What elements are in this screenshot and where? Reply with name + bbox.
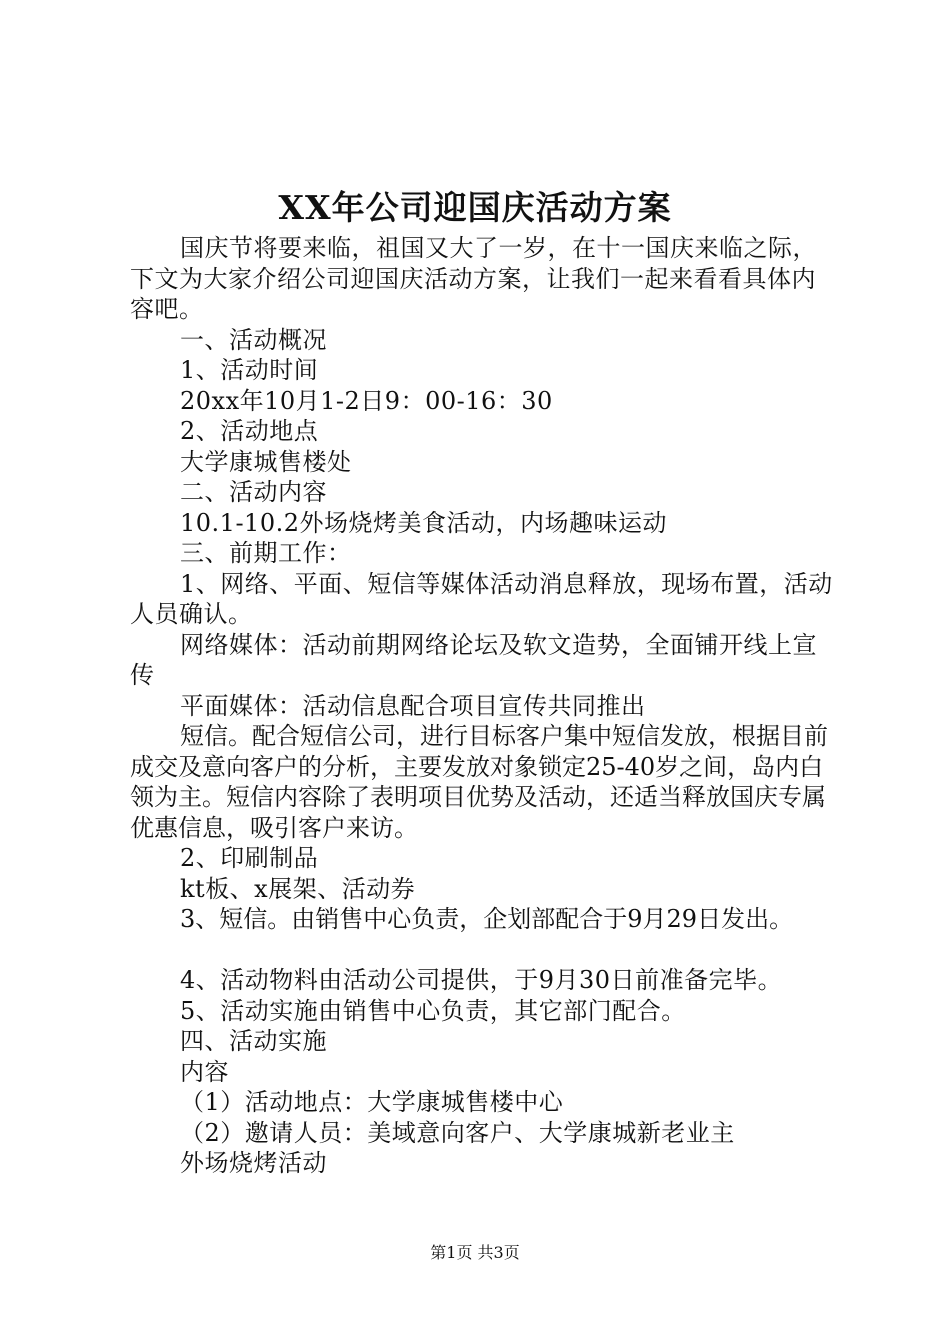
sms-paragraph: 短信。配合短信公司，进行目标客户集中短信发放，根据目前成交及意向客户的分析，主要发放对象锁定25-40岁之间，岛内白领为主。短信内容除了表明项目优势及活动，还适当释放国庆专属优惠信息，吸引客户来访。 (130, 722, 828, 842)
section-heading-content: 二、活动内容 (180, 478, 327, 506)
printed-materials-list: kt板、x展架、活动券 (180, 874, 416, 903)
preparation-item-4: 4、活动物料由活动公司提供，于9月30日前准备完毕。 (180, 966, 783, 994)
implementation-invitees: （2）邀请人员：美域意向客户、大学康城新老业主 (180, 1118, 735, 1147)
blank-line (130, 935, 840, 966)
intro-paragraph: 国庆节将要来临，祖国又大了一岁，在十一国庆来临之际，下文为大家介绍公司迎国庆活动方案，让我们一起来看看具体内容吧。 (130, 234, 817, 323)
online-media-paragraph: 网络媒体：活动前期网络论坛及软文造势，全面铺开线上宣传 (130, 630, 817, 689)
implementation-location: （1）活动地点：大学康城售楼中心 (180, 1088, 564, 1116)
outdoor-bbq-activity: 外场烧烤活动 (180, 1149, 327, 1177)
activity-time: 20xx年10月1-2日9：00-16：30 (180, 386, 553, 415)
section-heading-implementation: 四、活动实施 (180, 1027, 327, 1055)
print-media-paragraph: 平面媒体：活动信息配合项目宣传共同推出 (180, 691, 646, 720)
preparation-item-1: 1、网络、平面、短信等媒体活动消息释放，现场布置，活动人员确认。 (130, 569, 833, 628)
preparation-item-3: 3、短信。由销售中心负责，企划部配合于9月29日发出。 (180, 905, 794, 933)
activity-content: 10.1-10.2外场烧烤美食活动，内场趣味运动 (180, 508, 667, 537)
document-body (130, 233, 840, 1179)
subheading-details: 内容 (180, 1057, 229, 1086)
page-footer: 第1页 共3页 (430, 1243, 520, 1262)
document-title: XX年公司迎国庆活动方案 (278, 188, 672, 227)
subheading-location: 2、活动地点 (180, 417, 319, 445)
section-heading-overview: 一、活动概况 (180, 325, 327, 354)
subheading-time: 1、活动时间 (180, 356, 319, 384)
section-heading-preparation: 三、前期工作： (180, 539, 352, 567)
activity-location: 大学康城售楼处 (180, 447, 352, 476)
preparation-item-5: 5、活动实施由销售中心负责，其它部门配合。 (180, 996, 686, 1025)
subheading-printed-materials: 2、印刷制品 (180, 844, 319, 872)
